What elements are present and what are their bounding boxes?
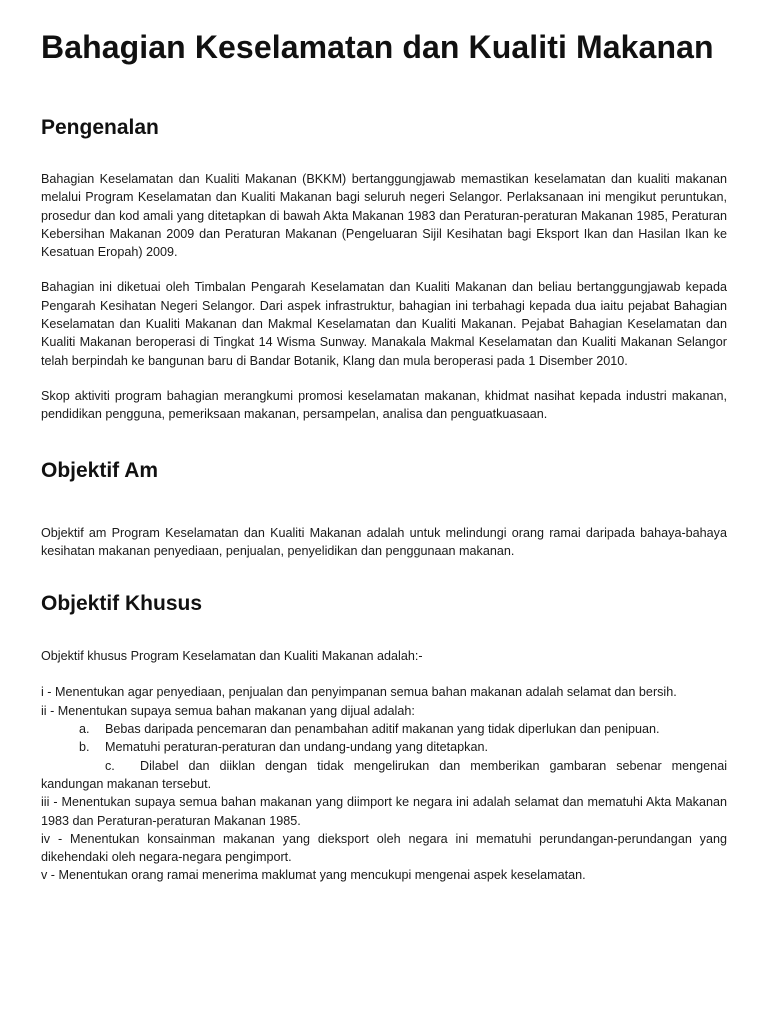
sub-item-b-label: b.	[79, 740, 90, 755]
sub-item-b-text: Mematuhi peraturan-peraturan dan undang-undang yang ditetapkan.	[105, 740, 488, 755]
objective-item-iv: iv - Menentukan konsainman makanan yang dieksport oleh negara ini mematuhi perundangan-perundangan yang dikehendaki oleh negara-negara pengimport.	[41, 831, 727, 865]
sub-item-a-label: a.	[79, 722, 90, 737]
section-heading-pengenalan: Pengenalan	[41, 116, 159, 139]
objective-item-ii: ii - Menentukan supaya semua bahan makanan yang dijual adalah:	[41, 703, 415, 718]
intro-paragraph-2: Bahagian ini diketuai oleh Timbalan Pengarah Keselamatan dan Kualiti Makanan dan beliau bertanggungjawab kepada Pengarah Kesihatan Negeri Selangor. Dari aspek infrastruktur, bahagian ini terbahagi kepada dua iaitu pejabat Bahagian Keselamatan dan Kualiti Makanan dan Makmal Keselamatan dan Kualiti Makanan. Pejabat Bahagian Keselamatan dan Kualiti Makanan beroperasi di Tingkat 14 Wisma Sunway. Manakala Makmal Keselamatan dan Kualiti Makanan Selangor telah berpindah ke bangunan baru di Bandar Botanik, Klang dan mula beroperasi pada 1 Disember 2010.	[41, 280, 727, 368]
intro-paragraph-3: Skop aktiviti program bahagian merangkumi promosi keselamatan makanan, khidmat nasihat kepada industri makanan, pendidikan pengguna, pemeriksaan makanan, persampelan, analisa dan penguatkuasaan.	[41, 388, 727, 422]
intro-paragraph-1: Bahagian Keselamatan dan Kualiti Makanan (BKKM) bertanggungjawab memastikan keselamatan dan kualiti makanan melalui Program Keselamatan dan Kualiti Makanan bagi seluruh negeri Selangor. Perlaksanaan ini mengikut peruntukan, prosedur dan kod amali yang ditetapkan di bawah Akta Makanan 1983 dan Peraturan-peraturan Makanan 1985, Peraturan Kebersihan Makanan 2009 dan Peraturan Makanan (Pengeluaran Sijil Kesihatan bagi Eksport Ikan dan Hasilan Ikan ke Kesatuan Eropah) 2009.	[41, 172, 727, 260]
objective-sub-item-c-continued: kandungan makanan tersebut.	[41, 776, 212, 791]
sub-item-a-text: Bebas daripada pencemaran dan penambahan aditif makanan yang tidak diperlukan dan penipuan.	[105, 722, 660, 737]
objective-sub-item-a	[41, 720, 727, 738]
objective-item-iii: iii - Menentukan supaya semua bahan makanan yang diimport ke negara ini adalah selamat dan mematuhi Akta Makanan 1983 dan Peraturan-peraturan Makanan 1985.	[41, 795, 727, 828]
sub-item-c-label: c.	[105, 758, 115, 773]
section-heading-objektif-khusus: Objektif Khusus	[41, 592, 203, 616]
objective-item-v: v - Menentukan orang ramai menerima maklumat yang mencukupi mengenai aspek keselamatan.	[41, 868, 586, 883]
objektif-khusus-intro: Objektif khusus Program Keselamatan dan Kualiti Makanan adalah:-	[41, 649, 423, 664]
objective-sub-item-c	[41, 757, 727, 775]
page-title: Bahagian Keselamatan dan Kualiti Makanan	[41, 29, 714, 65]
document-page	[41, 30, 727, 885]
section-heading-objektif-am: Objektif Am	[41, 458, 159, 482]
objective-item-i: i - Menentukan agar penyediaan, penjualan dan penyimpanan semua bahan makanan adalah selamat dan bersih.	[41, 685, 677, 700]
objektif-am-paragraph: Objektif am Program Keselamatan dan Kualiti Makanan adalah untuk melindungi orang ramai daripada bahaya-bahaya kesihatan makanan penyediaan, penjualan, penyelidikan dan penggunaan makanan.	[41, 525, 727, 558]
objective-sub-item-b	[41, 738, 727, 756]
sub-item-c-text: Dilabel dan diiklan dengan tidak mengelirukan dan memberikan gambaran sebenar mengenai	[140, 758, 727, 773]
